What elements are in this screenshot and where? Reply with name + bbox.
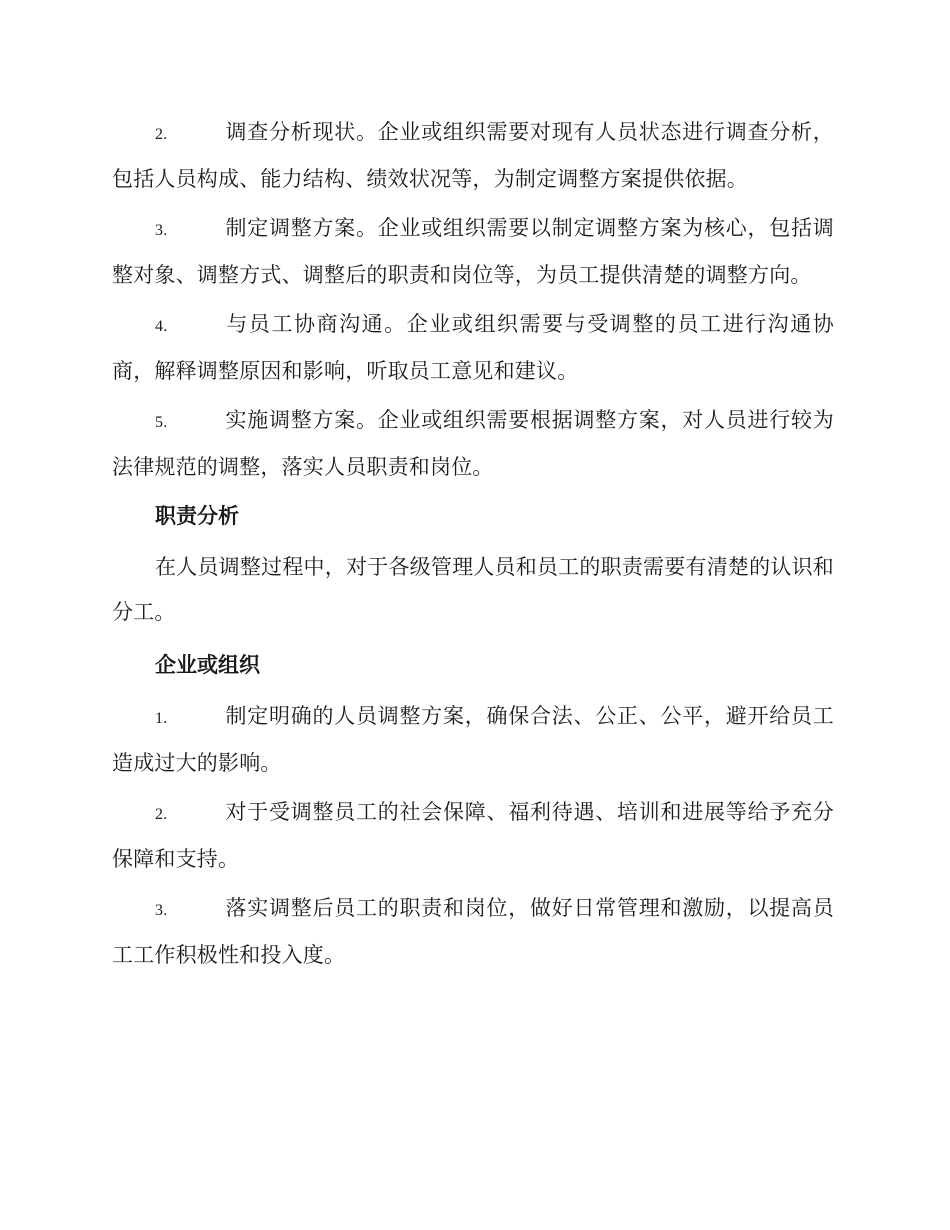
list-text: 与员工协商沟通。企业或组织需要与受调整的员工进行沟通协商，解释调整原因和影响，听取员工意见和建议。 (112, 312, 834, 383)
list-item (112, 398, 834, 490)
list-item (112, 886, 834, 978)
list-number: 2. (155, 806, 168, 823)
list-number: 4. (155, 318, 168, 335)
list-text: 制定明确的人员调整方案，确保合法、公正、公平，避开给员工造成过大的影响。 (112, 704, 834, 775)
list-text: 落实调整后员工的职责和岗位，做好日常管理和激励，以提高员工工作积极性和投入度。 (112, 896, 834, 967)
section-heading-organization: 企业或组织 (155, 653, 260, 677)
list-number: 3. (155, 902, 168, 919)
document-body (112, 110, 834, 982)
list-item (112, 206, 834, 298)
list-text: 对于受调整员工的社会保障、福利待遇、培训和进展等给予充分保障和支持。 (112, 800, 834, 871)
list-item (112, 110, 834, 202)
list-number: 5. (155, 414, 168, 431)
list-item (112, 694, 834, 786)
list-text: 制定调整方案。企业或组织需要以制定调整方案为核心，包括调整对象、调整方式、调整后的职责和岗位等，为员工提供清楚的调整方向。 (112, 216, 834, 287)
list-item (112, 302, 834, 394)
list-text: 实施调整方案。企业或组织需要根据调整方案，对人员进行较为法律规范的调整，落实人员职责和岗位。 (112, 408, 834, 479)
list-number: 2. (155, 126, 168, 143)
list-text: 调查分析现状。企业或组织需要对现有人员状态进行调查分析，包括人员构成、能力结构、绩效状况等，为制定调整方案提供依据。 (112, 120, 834, 191)
list-item (112, 790, 834, 882)
list-number: 1. (155, 710, 168, 727)
paragraph-duty-intro: 在人员调整过程中，对于各级管理人员和员工的职责需要有清楚的认识和分工。 (112, 555, 834, 624)
section-heading-duty: 职责分析 (155, 504, 239, 528)
list-number: 3. (155, 222, 168, 239)
